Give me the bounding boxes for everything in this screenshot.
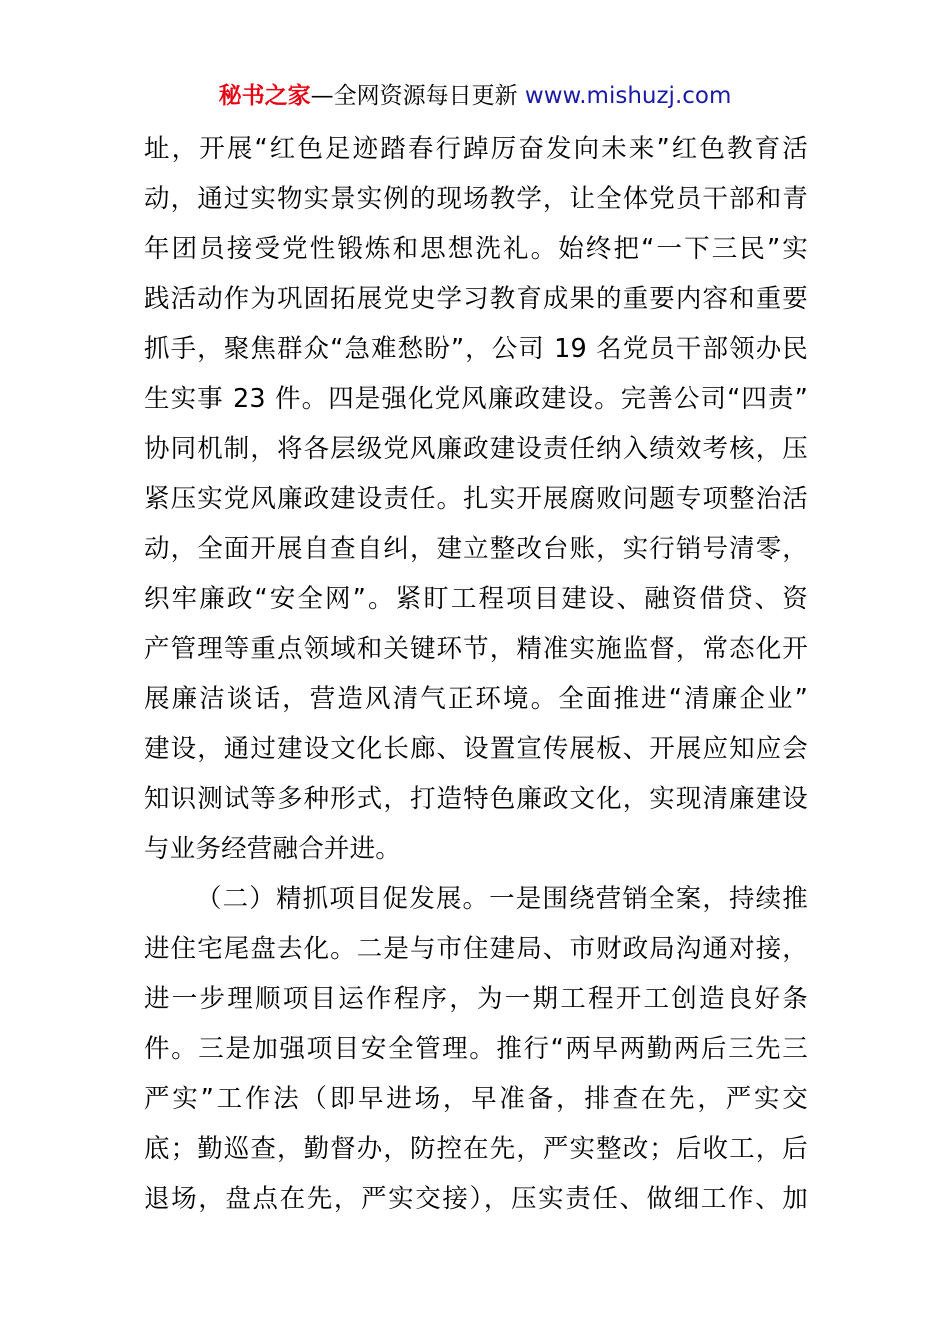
text-line: 址，开展“红色足迹踏春行踔厉奋发向未来”红色教育活 <box>144 134 808 164</box>
paragraph-2 <box>144 874 808 1224</box>
document-body <box>144 124 808 1224</box>
text-line: 件。三是加强项目安全管理。推行“两早两勤两后三先三 <box>144 1034 808 1064</box>
text-line: 紧压实党风廉政建设责任。扎实开展腐败问题专项整治活 <box>144 484 808 514</box>
text-line: 底；勤巡查，勤督办，防控在先，严实整改；后收工，后 <box>144 1134 808 1164</box>
text-line: 协同机制，将各层级党风廉政建设责任纳入绩效考核，压 <box>144 434 808 464</box>
text-line: 抓手，聚焦群众“急难愁盼”，公司 19 名党员干部领办民 <box>144 334 808 364</box>
text-line: 动，通过实物实景实例的现场教学，让全体党员干部和青 <box>144 184 808 214</box>
text-line: 进住宅尾盘去化。二是与市住建局、市财政局沟通对接， <box>144 934 808 964</box>
header-slogan: —全网资源每日更新 <box>310 83 525 109</box>
text-line: 生实事 23 件。四是强化党风廉政建设。完善公司“四责” <box>144 384 808 414</box>
header-url: www.mishuzj.com <box>524 83 732 109</box>
text-line: 建设，通过建设文化长廊、设置宣传展板、开展应知应会 <box>144 734 808 764</box>
text-line: 年团员接受党性锻炼和思想洗礼。始终把“一下三民”实 <box>144 234 808 264</box>
text-line: 践活动作为巩固拓展党史学习教育成果的重要内容和重要 <box>144 284 808 314</box>
text-line: 展廉洁谈话，营造风清气正环境。全面推进“清廉企业” <box>144 684 808 714</box>
text-line: 产管理等重点领域和关键环节，精准实施监督，常态化开 <box>144 634 808 664</box>
text-line: 与业务经营融合并进。 <box>144 834 402 864</box>
text-line: （二）精抓项目促发展。一是围绕营销全案，持续推 <box>196 884 808 914</box>
paragraph-1 <box>144 124 808 874</box>
text-line: 进一步理顺项目运作程序，为一期工程开工创造良好条 <box>144 984 808 1014</box>
text-line: 严实”工作法（即早进场，早准备，排查在先，严实交 <box>144 1084 808 1114</box>
header-brand: 秘书之家 <box>218 83 311 109</box>
text-line: 知识测试等多种形式，打造特色廉政文化，实现清廉建设 <box>144 784 808 814</box>
page-header <box>0 80 950 112</box>
text-line: 退场，盘点在先，严实交接），压实责任、做细工作、加 <box>144 1184 808 1214</box>
text-line: 织牢廉政“安全网”。紧盯工程项目建设、融资借贷、资 <box>144 584 808 614</box>
text-line: 动，全面开展自查自纠，建立整改台账，实行销号清零， <box>144 534 808 564</box>
